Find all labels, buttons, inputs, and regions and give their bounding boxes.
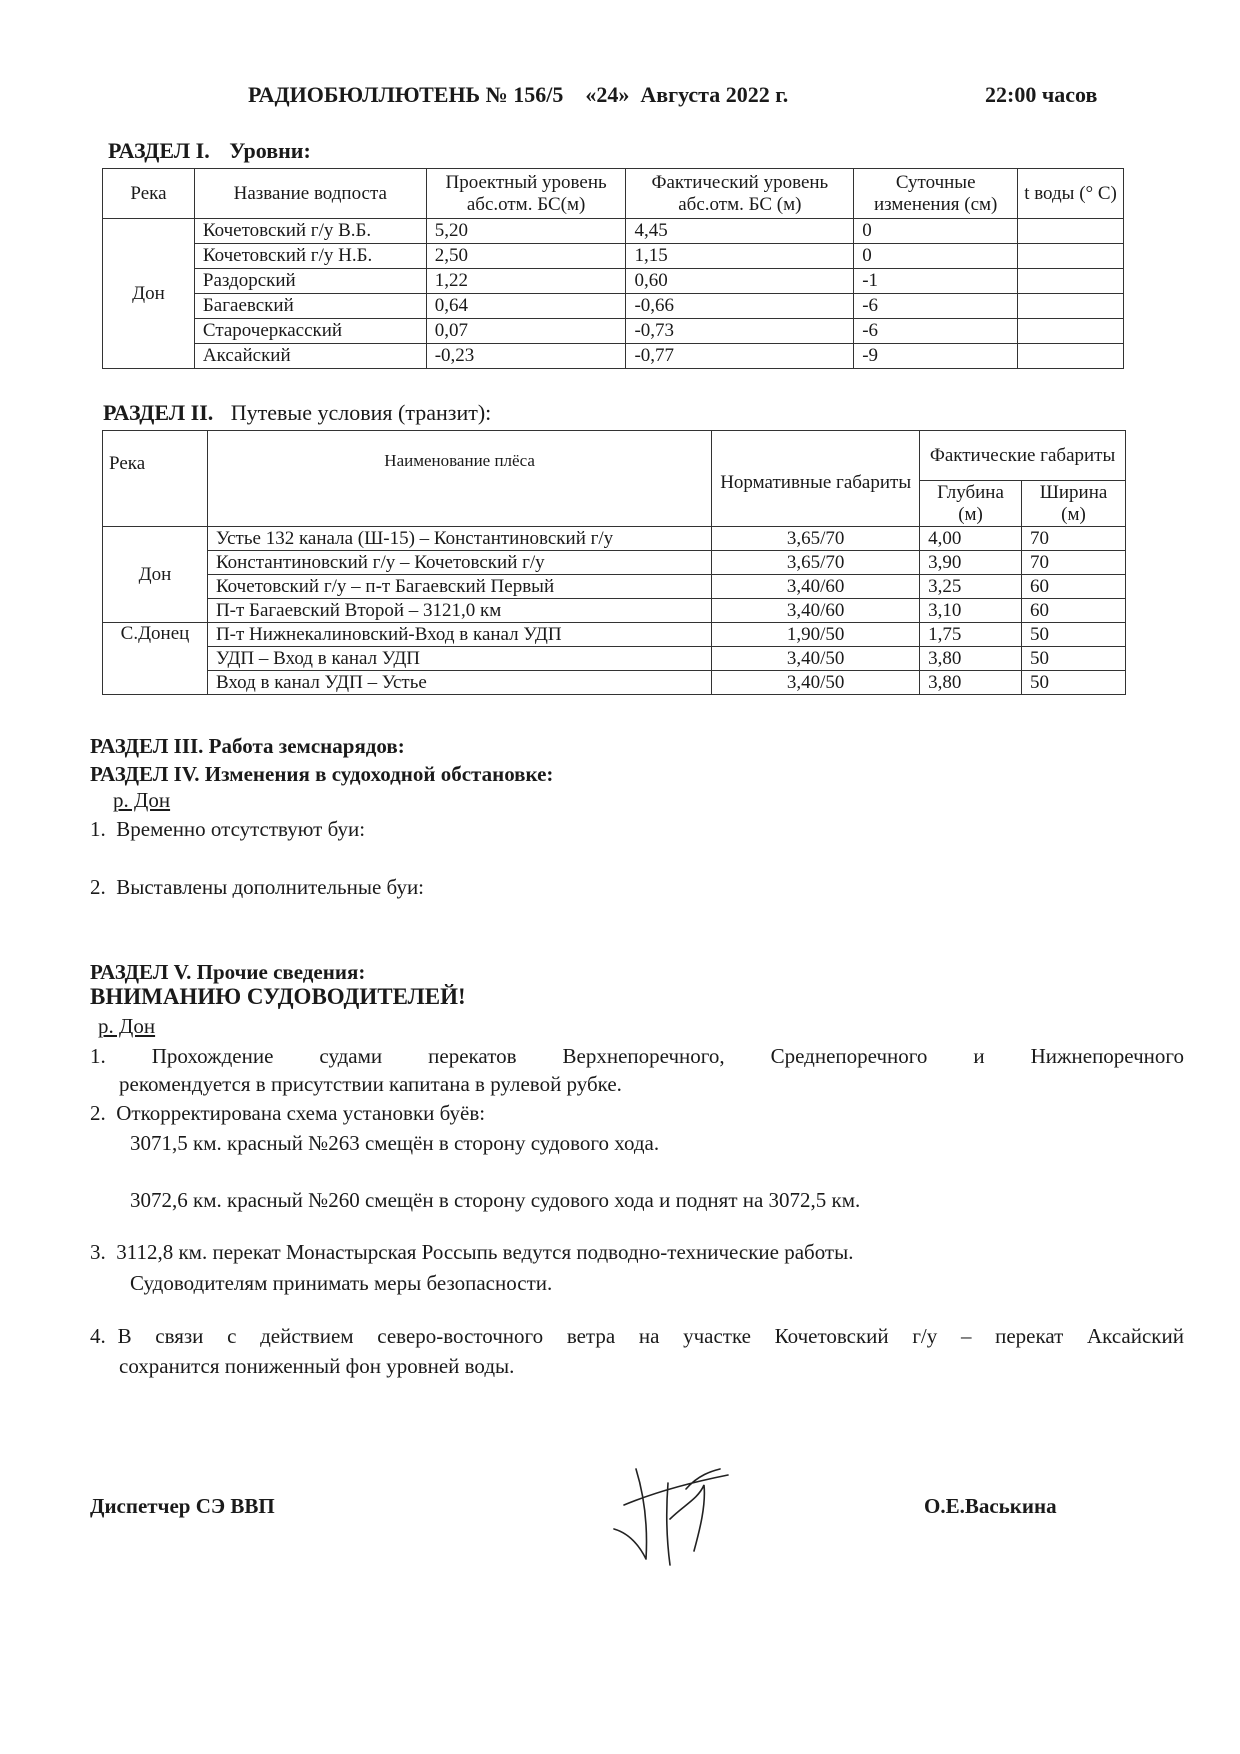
transit-header-width: Ширина (м) — [1022, 481, 1126, 527]
station-name: Старочеркасский — [194, 319, 426, 344]
transit-header-depth: Глубина (м) — [920, 481, 1022, 527]
actual-width: 70 — [1022, 527, 1126, 551]
section5-item1-line2: рекомендуется в присутствии капитана в рулевой рубке. — [119, 1072, 622, 1096]
transit-river-don: Дон — [103, 527, 208, 623]
section1-title — [108, 138, 311, 164]
water-temp — [1018, 294, 1124, 319]
signature-image — [608, 1455, 758, 1575]
transit-header-row — [103, 431, 1126, 481]
normative-size: 1,90/50 — [712, 623, 920, 647]
reach-name: Вход в канал УДП – Устье — [207, 671, 711, 695]
section5-item4-line2: сохранится пониженный фон уровней воды. — [119, 1354, 515, 1378]
actual-level: 0,60 — [626, 269, 854, 294]
section2-name: Путевые условия (транзит): — [230, 400, 492, 425]
table-row — [103, 294, 1124, 319]
table-row — [103, 623, 1126, 647]
table-row — [103, 219, 1124, 244]
actual-width: 70 — [1022, 551, 1126, 575]
actual-level: -0,66 — [626, 294, 854, 319]
table-row — [103, 575, 1126, 599]
levels-header-row — [103, 169, 1124, 219]
transit-header-river: Река — [103, 431, 208, 527]
table-row — [103, 671, 1126, 695]
daily-change: -6 — [854, 319, 1018, 344]
project-level: 0,07 — [426, 319, 626, 344]
table-row — [103, 599, 1126, 623]
section4-item1: 1. Временно отсутствуют буи: — [90, 817, 366, 841]
section5-river: р. Дон — [98, 1014, 156, 1038]
actual-depth: 3,80 — [920, 671, 1022, 695]
table-row — [103, 269, 1124, 294]
levels-header-change: Суточные изменения (см) — [854, 169, 1018, 219]
section5-item4-line1: 4. В связи с действием северо-восточного ветра на участке Кочетовский г/у – перекат Аксайский — [90, 1324, 1184, 1348]
section5-item2-line3: 3072,6 км. красный №260 смещён в сторону судового хода и поднят на 3072,5 км. — [130, 1188, 861, 1212]
actual-width: 50 — [1022, 671, 1126, 695]
table-row — [103, 244, 1124, 269]
table-row — [103, 647, 1126, 671]
actual-level: -0,77 — [626, 344, 854, 369]
actual-depth: 3,10 — [920, 599, 1022, 623]
reach-name: Устье 132 канала (Ш-15) – Константиновский г/у — [207, 527, 711, 551]
transit-header-reach: Наименование плёса — [207, 431, 711, 527]
actual-width: 60 — [1022, 599, 1126, 623]
project-level: 5,20 — [426, 219, 626, 244]
section5-item1-line1: 1. Прохождение судами перекатов Верхнепоречного, Среднепоречного и Нижнепоречного — [90, 1044, 1184, 1068]
daily-change: 0 — [854, 244, 1018, 269]
bulletin-title: РАДИОБЮЛЛЮТЕНЬ № 156/5 «24» Августа 2022 г. — [248, 82, 789, 107]
transit-table — [102, 430, 1126, 695]
table-row — [103, 319, 1124, 344]
project-level: 1,22 — [426, 269, 626, 294]
normative-size: 3,65/70 — [712, 551, 920, 575]
footer-name: О.Е.Васькина — [924, 1494, 1057, 1518]
section2-label: РАЗДЕЛ II. — [103, 400, 214, 425]
actual-width: 50 — [1022, 647, 1126, 671]
section4-river: р. Дон — [113, 788, 171, 812]
section5-item3-line2: Судоводителям принимать меры безопасности. — [130, 1271, 553, 1295]
daily-change: 0 — [854, 219, 1018, 244]
water-temp — [1018, 244, 1124, 269]
table-row — [103, 551, 1126, 575]
actual-depth: 3,90 — [920, 551, 1022, 575]
daily-change: -6 — [854, 294, 1018, 319]
station-name: Кочетовский г/у Н.Б. — [194, 244, 426, 269]
section3-title: РАЗДЕЛ III. Работа земснарядов: — [90, 734, 405, 758]
water-temp — [1018, 319, 1124, 344]
section2-title — [103, 400, 491, 426]
actual-level: -0,73 — [626, 319, 854, 344]
station-name: Раздорский — [194, 269, 426, 294]
normative-size: 3,65/70 — [712, 527, 920, 551]
footer-position: Диспетчер СЭ ВВП — [90, 1494, 275, 1518]
water-temp — [1018, 269, 1124, 294]
actual-width: 50 — [1022, 623, 1126, 647]
table-row — [103, 344, 1124, 369]
station-name: Багаевский — [194, 294, 426, 319]
section5-item2-line1: 2. Откорректирована схема установки буёв: — [90, 1101, 486, 1125]
levels-river-cell: Дон — [103, 219, 195, 369]
transit-header-actual: Фактические габариты — [920, 431, 1126, 481]
bulletin-time: 22:00 часов — [985, 82, 1098, 107]
levels-header-temp: t воды (° С) — [1018, 169, 1124, 219]
actual-level: 4,45 — [626, 219, 854, 244]
project-level: 2,50 — [426, 244, 626, 269]
transit-river-donets: С.Донец — [103, 623, 208, 695]
section1-name: Уровни: — [229, 138, 311, 163]
actual-depth: 1,75 — [920, 623, 1022, 647]
project-level: -0,23 — [426, 344, 626, 369]
section1-label: РАЗДЕЛ I. — [108, 138, 210, 163]
reach-name: П-т Багаевский Второй – 3121,0 км — [207, 599, 711, 623]
actual-depth: 4,00 — [920, 527, 1022, 551]
levels-header-project: Проектный уровень абс.отм. БС(м) — [426, 169, 626, 219]
reach-name: П-т Нижнекалиновский-Вход в канал УДП — [207, 623, 711, 647]
section5-title: РАЗДЕЛ V. Прочие сведения: — [90, 960, 366, 984]
actual-level: 1,15 — [626, 244, 854, 269]
actual-depth: 3,80 — [920, 647, 1022, 671]
normative-size: 3,40/60 — [712, 575, 920, 599]
levels-header-river: Река — [103, 169, 195, 219]
actual-width: 60 — [1022, 575, 1126, 599]
section5-item2-line2: 3071,5 км. красный №263 смещён в сторону судового хода. — [130, 1131, 660, 1155]
reach-name: Константиновский г/у – Кочетовский г/у — [207, 551, 711, 575]
reach-name: Кочетовский г/у – п-т Багаевский Первый — [207, 575, 711, 599]
project-level: 0,64 — [426, 294, 626, 319]
normative-size: 3,40/60 — [712, 599, 920, 623]
section4-item2: 2. Выставлены дополнительные буи: — [90, 875, 425, 899]
section5-item3-line1: 3. 3112,8 км. перекат Монастырская Россыпь ведутся подводно-технические работы. — [90, 1240, 854, 1264]
water-temp — [1018, 344, 1124, 369]
daily-change: -9 — [854, 344, 1018, 369]
levels-header-actual: Фактический уровень абс.отм. БС (м) — [626, 169, 854, 219]
actual-depth: 3,25 — [920, 575, 1022, 599]
transit-header-normative: Нормативные габариты — [712, 431, 920, 527]
section4-title: РАЗДЕЛ IV. Изменения в судоходной обстановке: — [90, 762, 554, 786]
table-row — [103, 527, 1126, 551]
normative-size: 3,40/50 — [712, 671, 920, 695]
reach-name: УДП – Вход в канал УДП — [207, 647, 711, 671]
levels-header-station: Название водпоста — [194, 169, 426, 219]
daily-change: -1 — [854, 269, 1018, 294]
normative-size: 3,40/50 — [712, 647, 920, 671]
water-temp — [1018, 219, 1124, 244]
station-name: Кочетовский г/у В.Б. — [194, 219, 426, 244]
levels-table — [102, 168, 1124, 369]
section5-attention: ВНИМАНИЮ СУДОВОДИТЕЛЕЙ! — [90, 984, 466, 1009]
station-name: Аксайский — [194, 344, 426, 369]
